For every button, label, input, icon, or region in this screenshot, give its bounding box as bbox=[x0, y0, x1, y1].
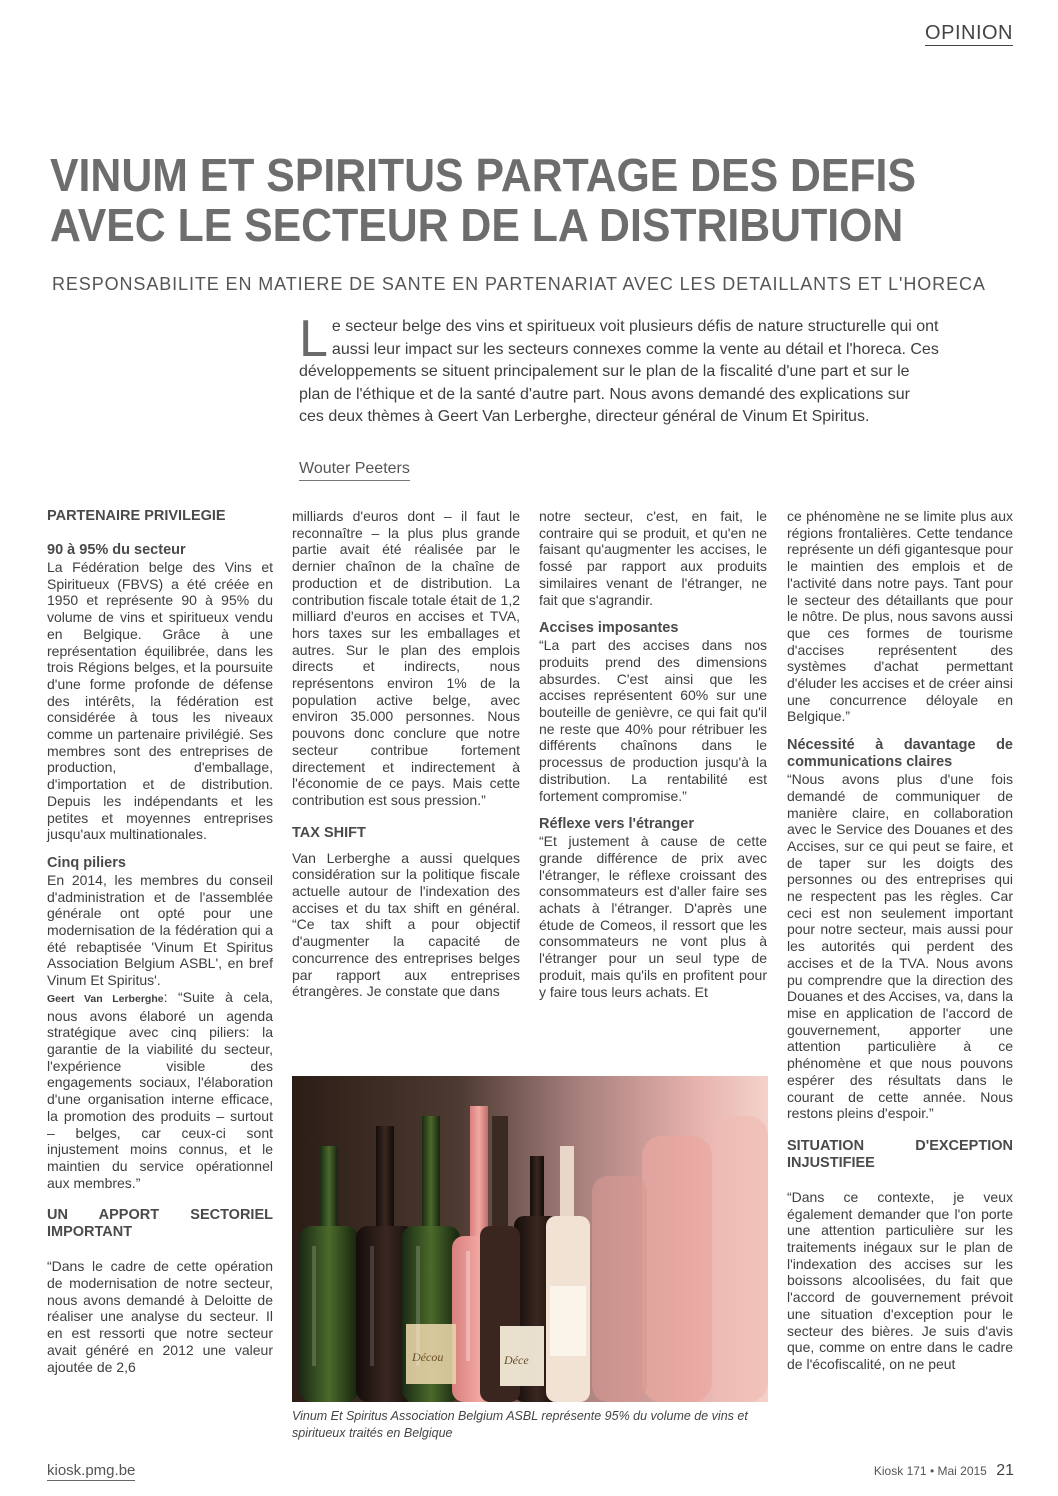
paragraph: “Dans le cadre de cette opération de modernisation de notre secteur, nous avons demandé à Deloitte de réaliser une analyse du secteur. Il en est ressorti que notre secteur avait généré en 2012 une valeur ajoutée de 2,6 bbox=[47, 1258, 273, 1375]
author-byline: Wouter Peeters bbox=[299, 460, 410, 481]
wine-bottles-photo bbox=[292, 1076, 768, 1402]
subheading: Nécessité à davantage de communications claires bbox=[787, 737, 1013, 771]
drop-cap: L bbox=[299, 310, 328, 368]
section-tag: OPINION bbox=[925, 22, 1013, 44]
paragraph: En 2014, les membres du conseil d'administration et de l'assemblée générale ont opté pour une modernisation de la fédération qui a été rebaptisée 'Vinum Et Spiritus Association Belgium ASBL', en bref Vinum Et Spiritus'. bbox=[47, 871, 273, 989]
headline bbox=[50, 150, 943, 250]
intro-paragraph bbox=[299, 310, 939, 429]
paragraph: ce phénomène ne se limite plus aux régions frontalières. Cette tendance représente un défi gigantesque pour le maintien des emplois et de l'activité dans notre pays. Tant pour le secteur des détaillants que pour le nôtre. De plus, nous savons aussi que ces formes de tourisme d'accises représentent des systèmes d'achat permettant d'éluder les accises et de créer ainsi une concurrence déloyale en Belgique.” bbox=[787, 508, 1013, 725]
headline-line-2: AVEC LE SECTEUR DE LA DISTRIBUTION bbox=[50, 199, 904, 251]
photo-caption: Vinum Et Spiritus Association Belgium ASBL représente 95% du volume de vins et spiritueux traités en Belgique bbox=[292, 1409, 748, 1440]
column-3 bbox=[539, 508, 767, 1000]
paragraph: notre secteur, c'est, en fait, le contraire qui se produit, et qu'en ne faisant qu'augmenter les accises, le fossé par rapport aux produits similaires venant de l'étranger, ne fait que s'agrandir. bbox=[539, 508, 767, 608]
paragraph: “La part des accises dans nos produits prend des dimensions absurdes. C'est ainsi que les accises représentent 60% sur une bouteille de genièvre, ce qui fait qu'il ne reste que 40% pour rétribuer les différents chaînons dans le processus de production jusqu'à la distribution. La rentabilité est fortement compromise.” bbox=[539, 637, 767, 804]
paragraph: “Nous avons plus d'une fois demandé de communiquer de manière claire, en collaboration avec le Service des Douanes et des Accises, sur ce qui peut se faire, et de taper sur les doigts des personnes ou des entreprises qui ne respectent pas les règles. Car ceci est non seulement important pour notre secteur, mais aussi pour les autorités qui perdent des accises et de la TVA. Nous avons pu comprendre que la direction des Douanes et des Accises, va, dans la mise en application de l'accord de gouvernement, apporter une attention particulière à ce phénomène et que nous pouvons espérer des résultats dans le courant de cette année. Nous restons pleins d'espoir.” bbox=[787, 771, 1013, 1122]
subheading: Cinq piliers bbox=[47, 854, 126, 871]
paragraph: Van Lerberghe a aussi quelques considération sur la politique fiscale actuelle autour de l'indexation des accises et du tax shift en général. “Ce tax shift a pour objectif d'augmenter la capacité de concurrence des entreprises belges par rapport aux entreprises étrangères. Je constate que dans bbox=[292, 849, 520, 1000]
column-4 bbox=[787, 508, 1013, 1373]
paragraph bbox=[47, 989, 273, 1191]
bottle-label-text: Décou bbox=[412, 1350, 444, 1364]
subheading: Réflexe vers l'étranger bbox=[539, 816, 694, 833]
footer-issue-info bbox=[874, 1462, 1014, 1480]
subheading: 90 à 95% du secteur bbox=[47, 542, 186, 558]
column-2 bbox=[292, 508, 520, 1000]
wine-bottles-illustration bbox=[292, 1076, 768, 1402]
subheading: Accises imposantes bbox=[539, 620, 679, 637]
section-heading: UN APPORT SECTORIEL IMPORTANT bbox=[47, 1207, 273, 1241]
headline-line-1: VINUM ET SPIRITUS PARTAGE DES DEFIS bbox=[50, 149, 916, 201]
bottle-label-text: Déce bbox=[504, 1353, 529, 1367]
column-1 bbox=[47, 508, 273, 1375]
quote-text: : “Suite à cela, nous avons élaboré un agenda stratégique avec cinq piliers: la garantie de la viabilité du secteur, l'expérience visible des engagements sociaux, l'élaboration d'une organisation interne efficace, la promotion des produits – surtout – belges, car ceux-ci sont injustement moins connus, et le maintien du service opérationnel aux membres.” bbox=[47, 988, 273, 1191]
subheadline: RESPONSABILITE EN MATIERE DE SANTE EN PARTENARIAT AVEC LES DETAILLANTS ET L'HORECA bbox=[52, 274, 986, 294]
section-heading: PARTENAIRE PRIVILEGIE bbox=[47, 508, 226, 524]
issue-name: Kiosk 171 bbox=[873, 1464, 927, 1478]
paragraph: La Fédération belge des Vins et Spiritueux (FBVS) a été créée en 1950 et représente 90 à 95% du volume de vins et spiritueux vendu en Belgique. Grâce à une représentation équilibrée, dans les trois Régions belges, et la poursuite d'une forme profonde de défense des intérêts, la fédération est considérée à tous les niveaux comme un partenaire privilégié. Ses membres sont des entreprises de production, d'emballage, d'importation et de distribution. Depuis les indépendants et les petites et moyennes entreprises jusqu'aux multinationales. bbox=[47, 559, 273, 843]
paragraph: “Et justement à cause de cette grande différence de prix avec l'étranger, le réflexe croissant des consommateurs est d'aller faire ses achats à l'étranger. D'après une étude de Comeos, il ressort que les consommateurs ne vont plus à l'étranger pour un seul type de produit, mais qu'ils en profitent pour y faire tous leurs achats. Et bbox=[539, 833, 767, 1000]
section-heading: SITUATION D'EXCEPTION INJUSTIFIEE bbox=[787, 1137, 1013, 1171]
paragraph: “Dans ce contexte, je veux également demander que l'on porte une attention particulière sur les traitements inégaux sur le plan de l'indexation des accises sur les boissons alcoolisées, du fait que l'accord de gouvernement prévoit une situation d'exception pour le secteur des bières. Je suis d'avis que, comme on entre dans le cadre de l'écofiscalité, on ne peut bbox=[787, 1188, 1013, 1372]
intro-text: e secteur belge des vins et spiritueux voit plusieurs défis de nature structurelle qui ont aussi leur impact sur les secteurs connexes comme la vente au détail et l'horeca. Ces développements se situent principalement sur le plan de la fiscalité d'une part et sur le plan de l'éthique et de la santé d'autre part. Nous avons demandé des explications sur ces deux thèmes à Geert Van Lerberghe, directeur général de Vinum Et Spiritus. bbox=[299, 318, 939, 425]
speaker-name: Geert Van Lerberghe bbox=[47, 992, 164, 1005]
page-number: 21 bbox=[996, 1462, 1014, 1479]
section-heading: TAX SHIFT bbox=[292, 824, 366, 841]
paragraph: milliards d'euros dont – il faut le reconnaître – la plus plus grande partie avait été réalisée par le dernier chaînon de la chaîne de production et de distribution. La contribution fiscale totale était de 1,2 milliard d'euros en accises et TVA, hors taxes sur les emballages et autres. Sur le plan des emplois directs et indirects, nous représentons environ 1% de la population active belge, avec environ 35.000 personnes. Nous pouvons donc conclure que notre secteur contribue fortement directement et indirectement à l'économie de ce pays. Mais cette contribution est sous pression.” bbox=[292, 508, 520, 808]
bullet-separator: • bbox=[929, 1464, 935, 1478]
issue-date: Mai 2015 bbox=[937, 1464, 987, 1478]
footer-site-link[interactable]: kiosk.pmg.be bbox=[47, 1462, 136, 1479]
